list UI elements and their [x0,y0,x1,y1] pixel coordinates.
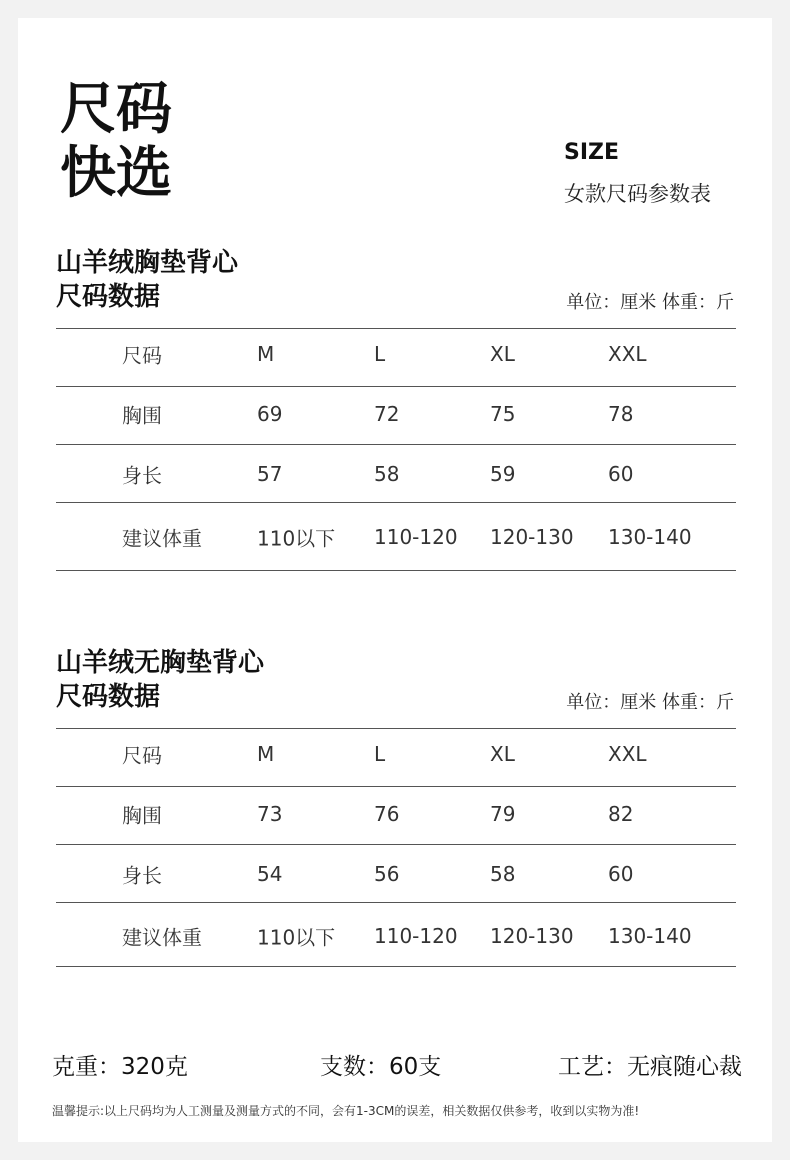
table-cell: 82 [608,802,634,826]
table-cell: 130-140 [608,525,692,549]
table-divider [56,444,736,445]
page-title-line1: 尺码 [60,77,172,142]
table-cell: XL [490,342,515,366]
table-cell: 120-130 [490,924,574,948]
section-title-line1: 山羊绒无胸垫背心 [56,648,265,678]
section-title-line2: 尺码数据 [56,682,161,712]
table-divider [56,570,736,571]
table-cell: M [257,742,275,766]
table-cell: L [374,342,386,366]
table-divider [56,328,736,329]
craft-technique: 工艺：无痕随心裁 [558,1054,742,1080]
table-divider [56,728,736,729]
table-cell: 54 [257,862,283,886]
table-cell: 75 [490,402,516,426]
table-cell: 79 [490,802,516,826]
size-chart-card [18,18,772,1142]
table-divider [56,502,736,503]
yarn-count: 支数：60支 [320,1054,442,1080]
table-divider [56,844,736,845]
row-label: 尺码 [122,343,162,368]
page-title [60,78,172,206]
table-cell: 58 [490,862,516,886]
table-cell: 57 [257,462,283,486]
table-cell: XXL [608,742,647,766]
table-cell: 59 [490,462,516,486]
row-label: 身长 [122,463,162,488]
section-title [56,246,238,314]
table-cell: 110以下 [257,526,336,551]
table-cell: 60 [608,862,634,886]
table-cell: 130-140 [608,924,692,948]
row-label: 尺码 [122,743,162,768]
section-title-line2: 尺码数据 [56,282,161,312]
row-label: 胸围 [122,803,162,828]
fabric-weight: 克重：320克 [52,1054,188,1080]
page-title-line2: 快选 [60,141,172,206]
table-cell: M [257,342,275,366]
table-cell: 58 [374,462,400,486]
row-label: 建议体重 [122,925,202,950]
table-cell: 120-130 [490,525,574,549]
row-label: 胸围 [122,403,162,428]
section-title [56,646,264,714]
table-cell: 56 [374,862,400,886]
table-divider [56,902,736,903]
unit-note: 单位：厘米 体重：斤 [566,292,734,313]
size-subtitle: 女款尺码参数表 [564,182,711,206]
table-cell: 69 [257,402,283,426]
table-divider [56,786,736,787]
table-cell: 110-120 [374,924,458,948]
table-cell: XL [490,742,515,766]
measurement-disclaimer: 温馨提示:以上尺码均为人工测量及测量方式的不同，会有1-3CM的误差，相关数据仅供参考，收到以实物为准! [52,1104,640,1118]
table-cell: 78 [608,402,634,426]
table-cell: XXL [608,342,647,366]
row-label: 身长 [122,863,162,888]
table-cell: 76 [374,802,400,826]
table-cell: L [374,742,386,766]
section-title-line1: 山羊绒胸垫背心 [56,248,239,278]
row-label: 建议体重 [122,526,202,551]
table-cell: 72 [374,402,400,426]
table-cell: 110以下 [257,925,336,950]
unit-note: 单位：厘米 体重：斤 [566,692,734,713]
table-cell: 73 [257,802,283,826]
table-divider [56,386,736,387]
table-cell: 110-120 [374,525,458,549]
table-cell: 60 [608,462,634,486]
size-label: SIZE [564,140,620,165]
table-divider [56,966,736,967]
